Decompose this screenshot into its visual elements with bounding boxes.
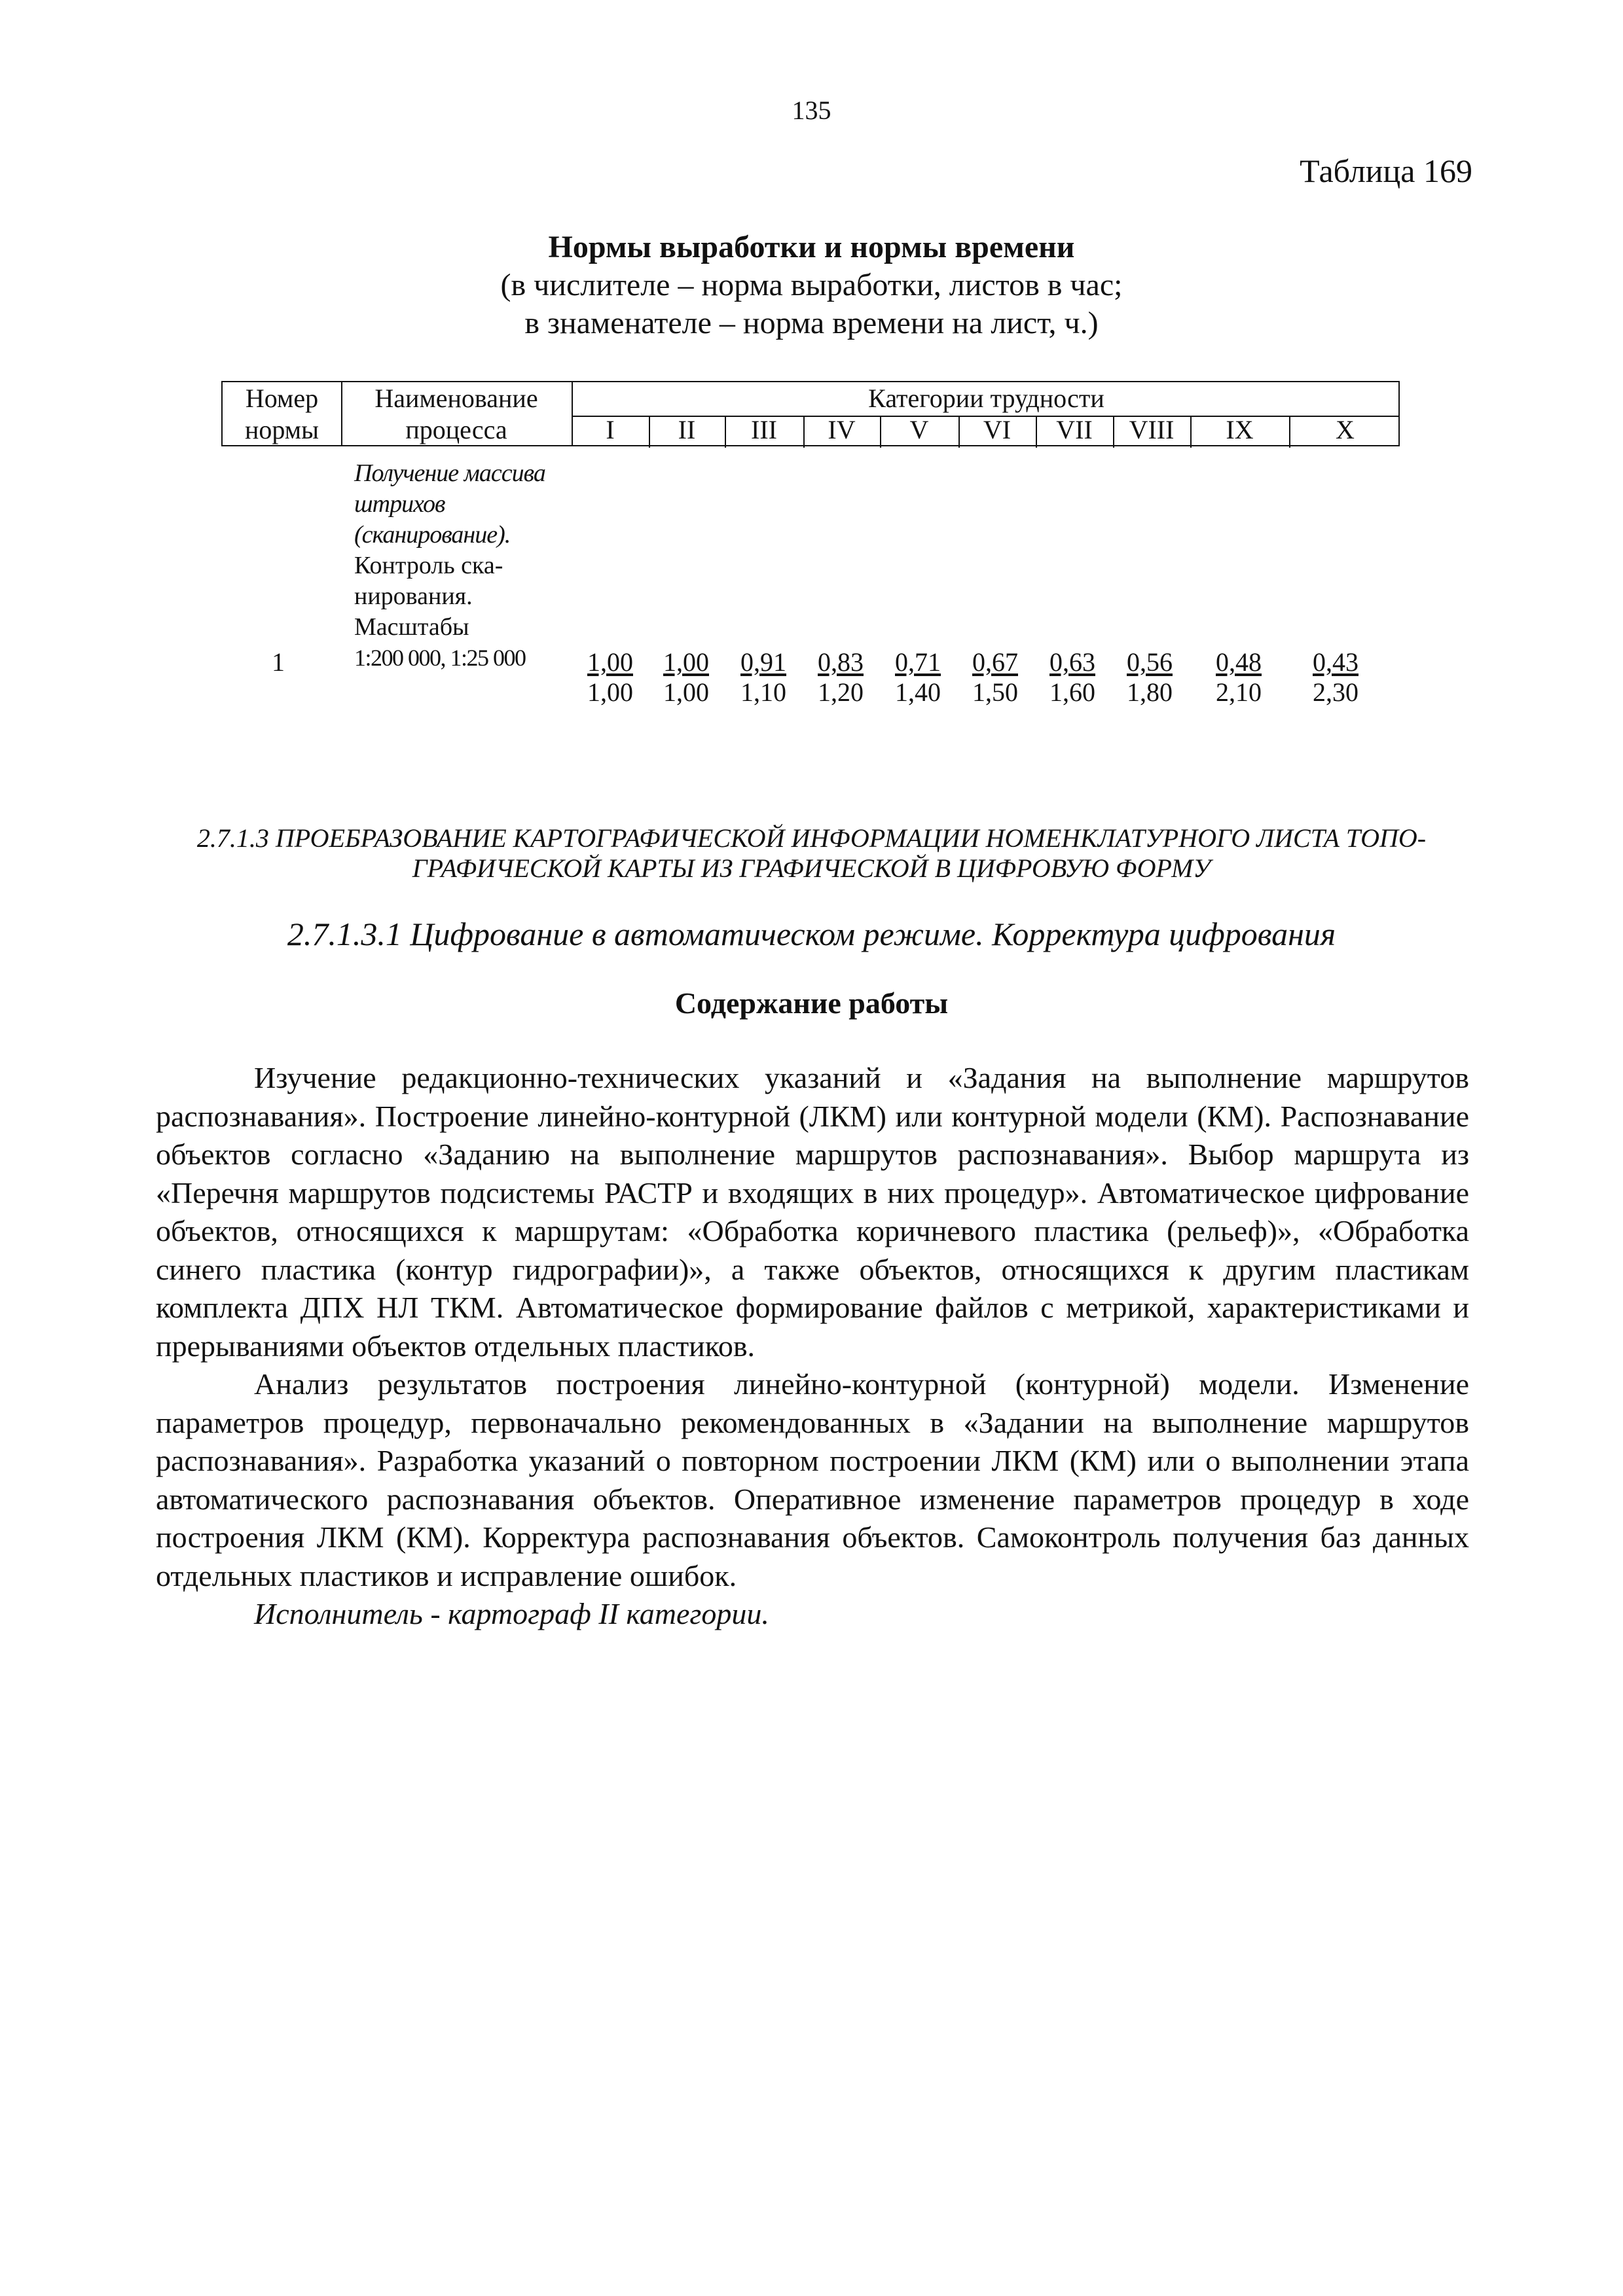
categories-header: Категории трудности <box>868 384 1104 413</box>
numerator-value: 0,43 <box>1313 647 1359 677</box>
denominator-value: 2,30 <box>1313 677 1359 707</box>
subsection-heading: 2.7.1.3.1 Цифрование в автоматическом режиме. Корректура цифрования <box>287 916 1336 952</box>
table-subtitle-line1: (в числителе – норма выработки, листов в час; <box>500 268 1123 302</box>
denominator-value: 1,20 <box>818 677 864 707</box>
numerator-value: 0,48 <box>1216 647 1262 677</box>
denominator-value: 2,10 <box>1216 677 1262 707</box>
content-heading: Содержание работы <box>674 986 949 1020</box>
process-name <box>354 458 564 673</box>
page-number: 135 <box>792 96 831 125</box>
category-header-III: III <box>751 415 777 444</box>
executor-line: Исполнитель - картограф II категории. <box>254 1597 769 1630</box>
body-text <box>156 1059 1469 1634</box>
category-header-IX: IX <box>1226 415 1254 444</box>
process-name-italic: Получение массива штрихов (сканирование). <box>354 459 545 548</box>
process-name-line: Масштабы <box>354 613 469 641</box>
norm-number: 1 <box>272 647 285 677</box>
category-header-X: X <box>1336 415 1355 444</box>
category-header-II: II <box>678 415 696 444</box>
denominator-value: 1,60 <box>1049 677 1095 707</box>
numerator-value: 1,00 <box>587 647 633 677</box>
paragraph: Изучение редакционно-технических указаний и «Задания на выполнение маршрутов распознавания». Построение линейно-контурной (ЛКМ) или контурной модели (КМ). Распознавание объектов согласно «Заданию на выполнение маршрутов распознавания». Выбор маршрута из «Перечня маршрутов подсистемы РАСТР и входящих в них процедур». Автоматическое цифрование объектов, относящихся к маршрутам: «Обработка коричневого пластика (рельеф)», «Обработка синего пластика (контур гидрографии)», а также объектов, относящихся к другим пластикам комплекта ДПХ НЛ ТКМ. Автоматическое формирование файлов с метрикой, характеристиками и прерываниями объектов отдельных пластиков. <box>156 1061 1469 1363</box>
table-title: Нормы выработки и нормы времени <box>548 230 1075 264</box>
category-header-I: I <box>606 415 615 444</box>
numerator-value: 1,00 <box>663 647 709 677</box>
category-header-VII: VII <box>1056 415 1093 444</box>
col-name-header: Наименование <box>374 384 538 413</box>
section-heading: 2.7.1.3 ПРОЕБРАЗОВАНИЕ КАРТОГРАФИЧЕСКОЙ ИНФОРМАЦИИ НОМЕНКЛАТУРНОГО ЛИСТА ТОПО-ГРАФИЧЕСКОЙ КАРТЫ ИЗ ГРАФИЧЕСКОЙ В ЦИФРОВУЮ ФОРМУ <box>196 823 1427 883</box>
denominator-value: 1,00 <box>663 677 709 707</box>
numerator-value: 0,67 <box>972 647 1018 677</box>
denominator-value: 1,00 <box>587 677 633 707</box>
process-name-line: 1:200 000, 1:25 000 <box>354 645 526 671</box>
process-name-line: нирования. <box>354 583 473 610</box>
process-name-line: Контроль ска- <box>354 552 503 579</box>
denominator-value: 1,40 <box>895 677 941 707</box>
numerator-value: 0,56 <box>1127 647 1173 677</box>
denominator-value: 1,10 <box>740 677 786 707</box>
category-header-VIII: VIII <box>1129 415 1175 444</box>
table-header <box>221 381 1400 446</box>
paragraph: Анализ результатов построения линейно-контурной (контурной) модели. Изменение параметров процедур, первоначально рекомендованных в «Задании на выполнение маршрутов распознавания». Разработка указаний о повторном построении ЛКМ (КМ) или о выполнении этапа автоматического распознавания объектов. Оперативное изменение параметров процедур в ходе построения ЛКМ (КМ). Корректура распознавания объектов. Самоконтроль получения баз данных отдельных пластиков и исправление ошибок. <box>156 1367 1469 1592</box>
category-header-V: V <box>909 415 929 444</box>
category-header-IV: IV <box>828 415 856 444</box>
numerator-value: 0,71 <box>895 647 941 677</box>
col-number-header: Номер <box>245 384 319 413</box>
numerator-value: 0,91 <box>740 647 786 677</box>
numerator-value: 0,83 <box>818 647 864 677</box>
denominator-value: 1,80 <box>1127 677 1173 707</box>
table-subtitle-line2: в знаменателе – норма времени на лист, ч.) <box>524 306 1099 340</box>
col-name-header-2: процесса <box>405 415 507 444</box>
category-header-VI: VI <box>983 415 1012 444</box>
denominator-value: 1,50 <box>972 677 1018 707</box>
table-label: Таблица 169 <box>1300 152 1472 189</box>
col-number-header-2: нормы <box>245 415 319 444</box>
numerator-value: 0,63 <box>1049 647 1095 677</box>
